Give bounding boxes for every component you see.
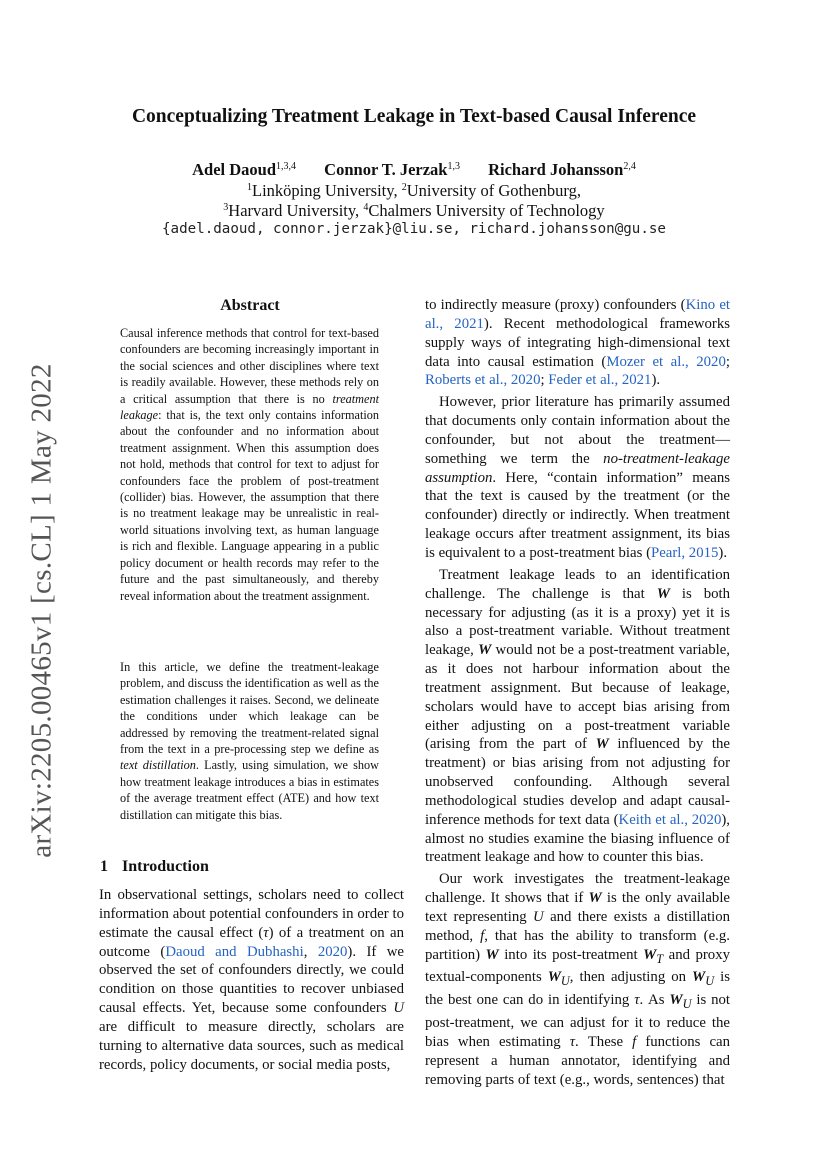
text-run: ). bbox=[718, 544, 728, 561]
text-run: . These bbox=[575, 1033, 633, 1050]
body-paragraph bbox=[425, 296, 730, 390]
math-symbol: W bbox=[643, 946, 657, 963]
citation-link[interactable]: Pearl, 2015 bbox=[651, 544, 719, 561]
text-run: Treatment leakage leads to an identification challenge. The challenge is that bbox=[425, 566, 730, 602]
text-run: Causal inference methods that control for text-based confounders are becoming increasingly important in the social sciences and other disciplines where text is readily available. However, these methods rely on a critical assumption that there is no bbox=[120, 326, 379, 406]
affil-text: University of Gothenburg, bbox=[406, 181, 582, 200]
author bbox=[488, 160, 636, 179]
citation-link[interactable]: Daoud and Dubhashi bbox=[165, 943, 304, 960]
math-symbol: τ bbox=[263, 924, 269, 941]
author-name: Connor T. Jerzak bbox=[324, 160, 448, 179]
author-name: Adel Daoud bbox=[192, 160, 277, 179]
body-paragraph bbox=[425, 393, 730, 563]
body-paragraph bbox=[99, 886, 404, 1074]
text-run: are difficult to measure directly, scholars are turning to alternative data sources, such as medical records, policy documents, or social media posts, bbox=[99, 1018, 404, 1073]
text-run: ). Recent methodological frameworks supply ways of integrating high-dimensional text data into causal estimation ( bbox=[425, 315, 730, 370]
text-run: influenced by the treatment) or bias arising from not adjusting for unobserved confounding. Although several methodological studies develop and adapt causal-inference methods for text data ( bbox=[425, 736, 730, 828]
affiliation-line bbox=[0, 181, 828, 201]
text-run: to indirectly measure (proxy) confounders ( bbox=[425, 297, 686, 313]
affil-text: Linköping University, bbox=[251, 181, 402, 200]
text-run: In observational settings, scholars need to collect information about potential confounders in order to estimate the causal effect ( bbox=[99, 887, 404, 941]
math-subscript: U bbox=[682, 997, 692, 1012]
text-run: In this article, we define the treatment-leakage problem, and discuss the identification as well as the estimation challenges it raises. Second, we delineate the conditions under which leakage can be addressed by removing the treatment-related signal from the text in a pre-processing step we define as bbox=[120, 660, 379, 757]
math-symbol: f bbox=[480, 927, 485, 944]
body-paragraph bbox=[425, 566, 730, 868]
text-run: is the best one can do in identifying bbox=[425, 969, 730, 1009]
author bbox=[192, 160, 296, 179]
text-run: is both necessary for adjusting (as it is a proxy) yet it is also a post-treatment variable. Without treatment leakage, bbox=[425, 585, 731, 659]
math-symbol: W bbox=[547, 969, 561, 986]
text-run: and there exists a distillation method, bbox=[425, 909, 730, 944]
citation-link[interactable]: Mozer et al., 2020 bbox=[606, 353, 726, 370]
text-run: . As bbox=[639, 992, 670, 1009]
paper-title: Conceptualizing Treatment Leakage in Text-based Causal Inference bbox=[131, 106, 697, 127]
text-run: ). bbox=[651, 372, 661, 389]
text-run: is the only available text representing bbox=[425, 890, 730, 925]
math-symbol: U bbox=[533, 909, 544, 925]
text-run: ) of a treatment on an outcome ( bbox=[99, 924, 404, 960]
text-run: ), almost no studies examine the biasing influence of treatment leakage and how to counter this bias. bbox=[425, 811, 730, 866]
citation-link[interactable]: Keith et al., 2020 bbox=[618, 811, 722, 828]
text-run: However, prior literature has primarily assumed that documents only contain information about the confounder, but not about the treatment—something we term the bbox=[425, 394, 730, 467]
text-run: , then adjusting on bbox=[569, 969, 693, 986]
text-run: would not be a post-treatment variable, as it does not harbour information about the treatment assignment. But because of leakage, scholars would have to accept bias arising from either adjusting on a post-treatment variable (arising from the part of bbox=[425, 642, 730, 753]
right-column bbox=[425, 296, 730, 1089]
math-symbol: f bbox=[632, 1033, 637, 1050]
text-run: , that has the ability to transform (e.g. partition) bbox=[425, 927, 730, 963]
emphasis: treatment leakage bbox=[120, 391, 379, 423]
citation-link[interactable]: Feder et al., 2021 bbox=[548, 372, 652, 389]
math-symbol: W bbox=[692, 969, 706, 986]
citation-link[interactable]: Roberts et al., 2020 bbox=[425, 372, 541, 389]
author-affil-marks: 2,4 bbox=[623, 161, 636, 172]
affil-text: Chalmers University of Technology bbox=[368, 201, 605, 220]
author-name: Richard Johansson bbox=[488, 160, 624, 179]
text-run: ). If we observed the set of confounders directly, we could condition on those quantities to recover unbiased causal effects. Yet, because some confounders bbox=[99, 943, 405, 1017]
text-run: ; bbox=[725, 353, 730, 370]
math-subscript: U bbox=[705, 974, 715, 989]
text-run: is not post-treatment, we can adjust for it to reduce the bias when estimating bbox=[425, 992, 730, 1050]
citation-link[interactable]: 2020 bbox=[317, 943, 348, 960]
affil-mark: 3 bbox=[223, 202, 229, 213]
body-paragraph bbox=[425, 870, 730, 1089]
text-run: . Lastly, using simulation, we show how treatment leakage introduces a bias in estimates of the average treatment effect (ATE) and how text distillation can mitigate this bias. bbox=[120, 758, 379, 822]
affil-mark: 4 bbox=[363, 202, 369, 213]
section-heading bbox=[100, 858, 209, 876]
author bbox=[324, 160, 460, 179]
math-subscript: U bbox=[560, 974, 570, 989]
section-title: Introduction bbox=[122, 858, 209, 875]
affiliation-line bbox=[0, 201, 828, 221]
citation-link[interactable]: Kino et al., 2021 bbox=[425, 297, 730, 332]
text-run: . Here, “contain information” means that the text is caused by the treatment (or the confounder) directly or indirectly. When treatment leakage occurs after treatment assignment, its bias is equivalent to a post-treatment bias ( bbox=[425, 469, 730, 561]
text-run: into its post-treatment bbox=[498, 946, 644, 963]
section-number: 1 bbox=[100, 858, 108, 875]
text-run: functions can represent a human annotator, identifying and removing parts of text (e.g., words, sentences) that bbox=[425, 1033, 730, 1088]
author-list bbox=[0, 160, 828, 180]
math-symbol: W bbox=[485, 946, 499, 963]
arxiv-sidebar bbox=[16, 360, 68, 860]
math-symbol: W bbox=[588, 890, 602, 907]
author-emails: {adel.daoud, connor.jerzak}@liu.se, richard.johansson@gu.se bbox=[162, 221, 666, 237]
math-symbol: W bbox=[478, 642, 492, 659]
intro-left-column bbox=[99, 886, 404, 1074]
emphasis: no-treatment-leakage assumption bbox=[425, 450, 730, 486]
abstract-paragraph bbox=[120, 325, 379, 604]
affil-mark: 2 bbox=[401, 182, 407, 193]
text-run: Our work investigates the treatment-leakage challenge. It shows that if bbox=[425, 871, 730, 907]
math-symbol: W bbox=[656, 585, 670, 602]
affil-mark: 1 bbox=[246, 182, 252, 193]
abstract-heading: Abstract bbox=[220, 297, 280, 314]
abstract-paragraph bbox=[120, 659, 379, 823]
math-symbol: τ bbox=[634, 992, 640, 1009]
author-affil-marks: 1,3 bbox=[447, 161, 460, 172]
affil-text: Harvard University, bbox=[228, 201, 364, 220]
arxiv-identifier: arXiv:2205.00465v1 [cs.CL] 1 May 2022 bbox=[25, 362, 58, 858]
math-symbol: W bbox=[669, 992, 683, 1009]
text-run: : that is, the text only contains information about the confounder and no information about treatment assignment. When this assumption does not hold, methods that control for text to adjust for confounders face the problem of post-treatment (collider) bias. However, the assumption that there is no treatment leakage may be unrealistic in real-world situations involving text, as human language is rich and flexible. Language appearing in a public policy document or health records may refer to the future and the past simultaneously, and thereby reveal information about the treatment assignment. bbox=[120, 408, 379, 603]
math-subscript: T bbox=[656, 951, 664, 966]
text-run: and proxy textual-components bbox=[425, 946, 730, 986]
math-symbol: W bbox=[595, 736, 609, 753]
text-run: ; bbox=[540, 372, 549, 389]
math-symbol: τ bbox=[569, 1033, 575, 1050]
emphasis: text distillation bbox=[120, 758, 196, 773]
math-symbol: U bbox=[393, 1000, 404, 1017]
author-affil-marks: 1,3,4 bbox=[276, 161, 297, 172]
text-run: , bbox=[303, 943, 318, 960]
